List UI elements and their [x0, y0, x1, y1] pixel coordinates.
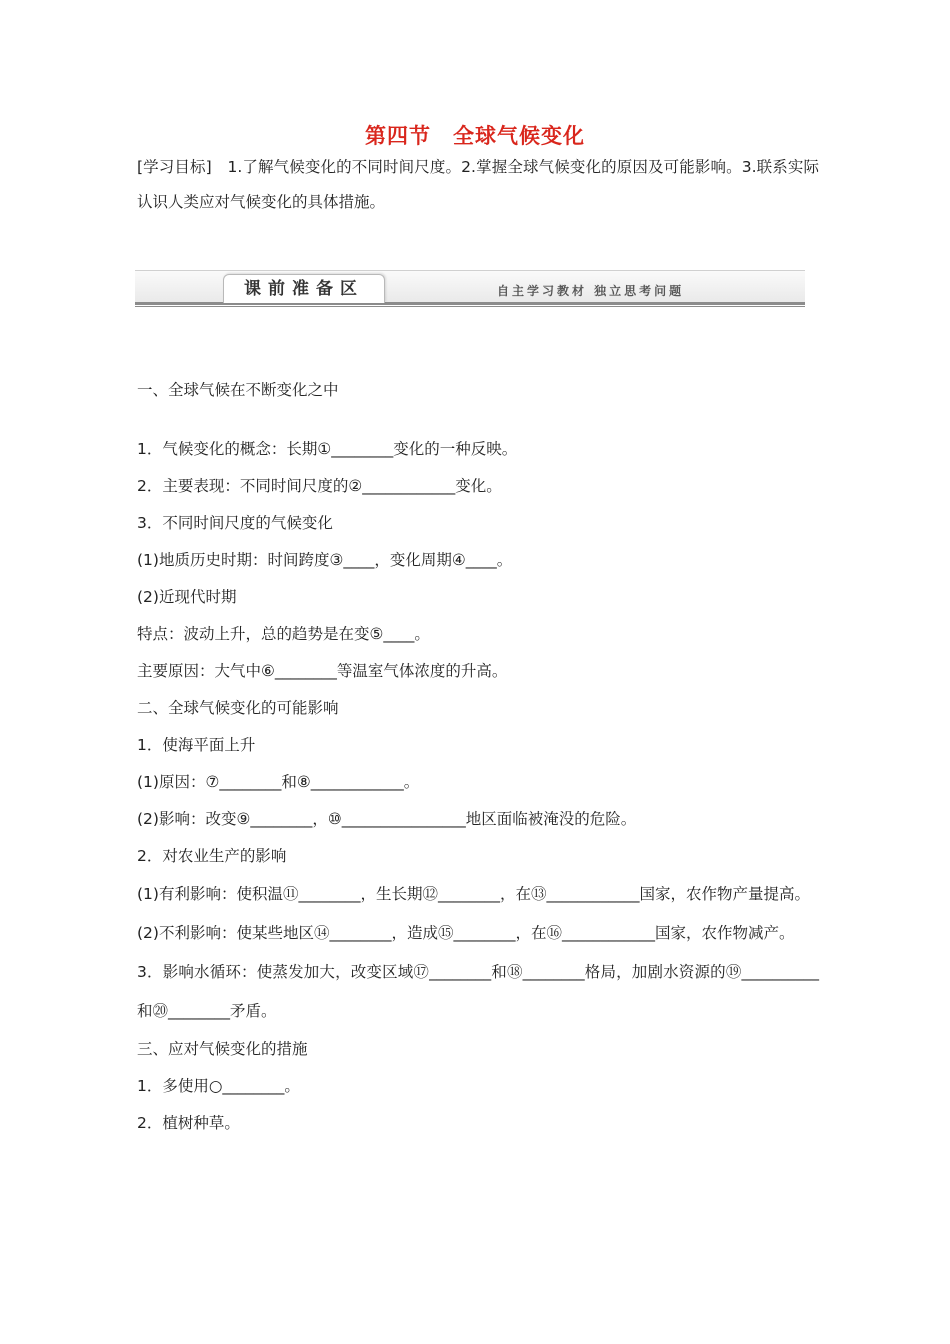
item-modern-period: (2)近现代时期 — [137, 588, 237, 606]
section-banner — [135, 270, 805, 308]
item-agriculture: 2．对农业生产的影响 — [137, 847, 287, 865]
learning-objectives: [学习目标] 1.了解气候变化的不同时间尺度。2.掌握全球气候变化的原因及可能影响。3.联系实际认识人类应对气候变化的具体措施。 — [137, 158, 819, 211]
worksheet-content — [137, 372, 819, 1142]
item-main-cause: 主要原因：大气中⑥________等温室气体浓度的升高。 — [137, 662, 508, 680]
lesson-title: 第四节 全球气候变化 — [365, 124, 585, 148]
item-sea-level-impact: (2)影响：改变⑨________，⑩________________地区面临被淹没的危险。 — [137, 810, 637, 828]
item-measure-2: 2．植树种草。 — [137, 1114, 240, 1132]
banner-subtitle: 自主学习教材 独立思考问题 — [497, 284, 685, 298]
item-sea-level: 1．使海平面上升 — [137, 736, 256, 754]
section-heading-2: 二、全球气候变化的可能影响 — [137, 699, 339, 717]
item-geologic-period: (1)地质历史时期：时间跨度③____，变化周期④____。 — [137, 551, 513, 569]
item-concept: 1．气候变化的概念：长期①________变化的一种反映。 — [137, 440, 518, 458]
item-manifestation: 2．主要表现：不同时间尺度的②____________变化。 — [137, 477, 502, 495]
item-water-cycle: 3．影响水循环：使蒸发加大，改变区域⑰________和⑱________格局，加剧水资源的⑲__________和⑳________矛盾。 — [137, 963, 819, 1020]
item-measure-1: 1．多使用○________。 — [137, 1077, 300, 1095]
banner-tab-label: 课前准备区 — [223, 274, 385, 303]
item-time-scales: 3．不同时间尺度的气候变化 — [137, 514, 333, 532]
section-heading-3: 三、应对气候变化的措施 — [137, 1040, 308, 1058]
spacer — [137, 409, 819, 431]
item-features: 特点：波动上升，总的趋势是在变⑤____。 — [137, 625, 430, 643]
banner-divider-thin — [135, 306, 805, 307]
item-positive-impact: (1)有利影响：使积温⑪________，生长期⑫________，在⑬____________国家，农作物产量提高。 — [137, 885, 810, 903]
item-sea-level-cause: (1)原因：⑦________和⑧____________。 — [137, 773, 420, 791]
item-negative-impact: (2)不利影响：使某些地区⑭________，造成⑮________，在⑯____________国家，农作物减产。 — [137, 924, 795, 942]
section-heading-1: 一、全球气候在不断变化之中 — [137, 381, 339, 399]
